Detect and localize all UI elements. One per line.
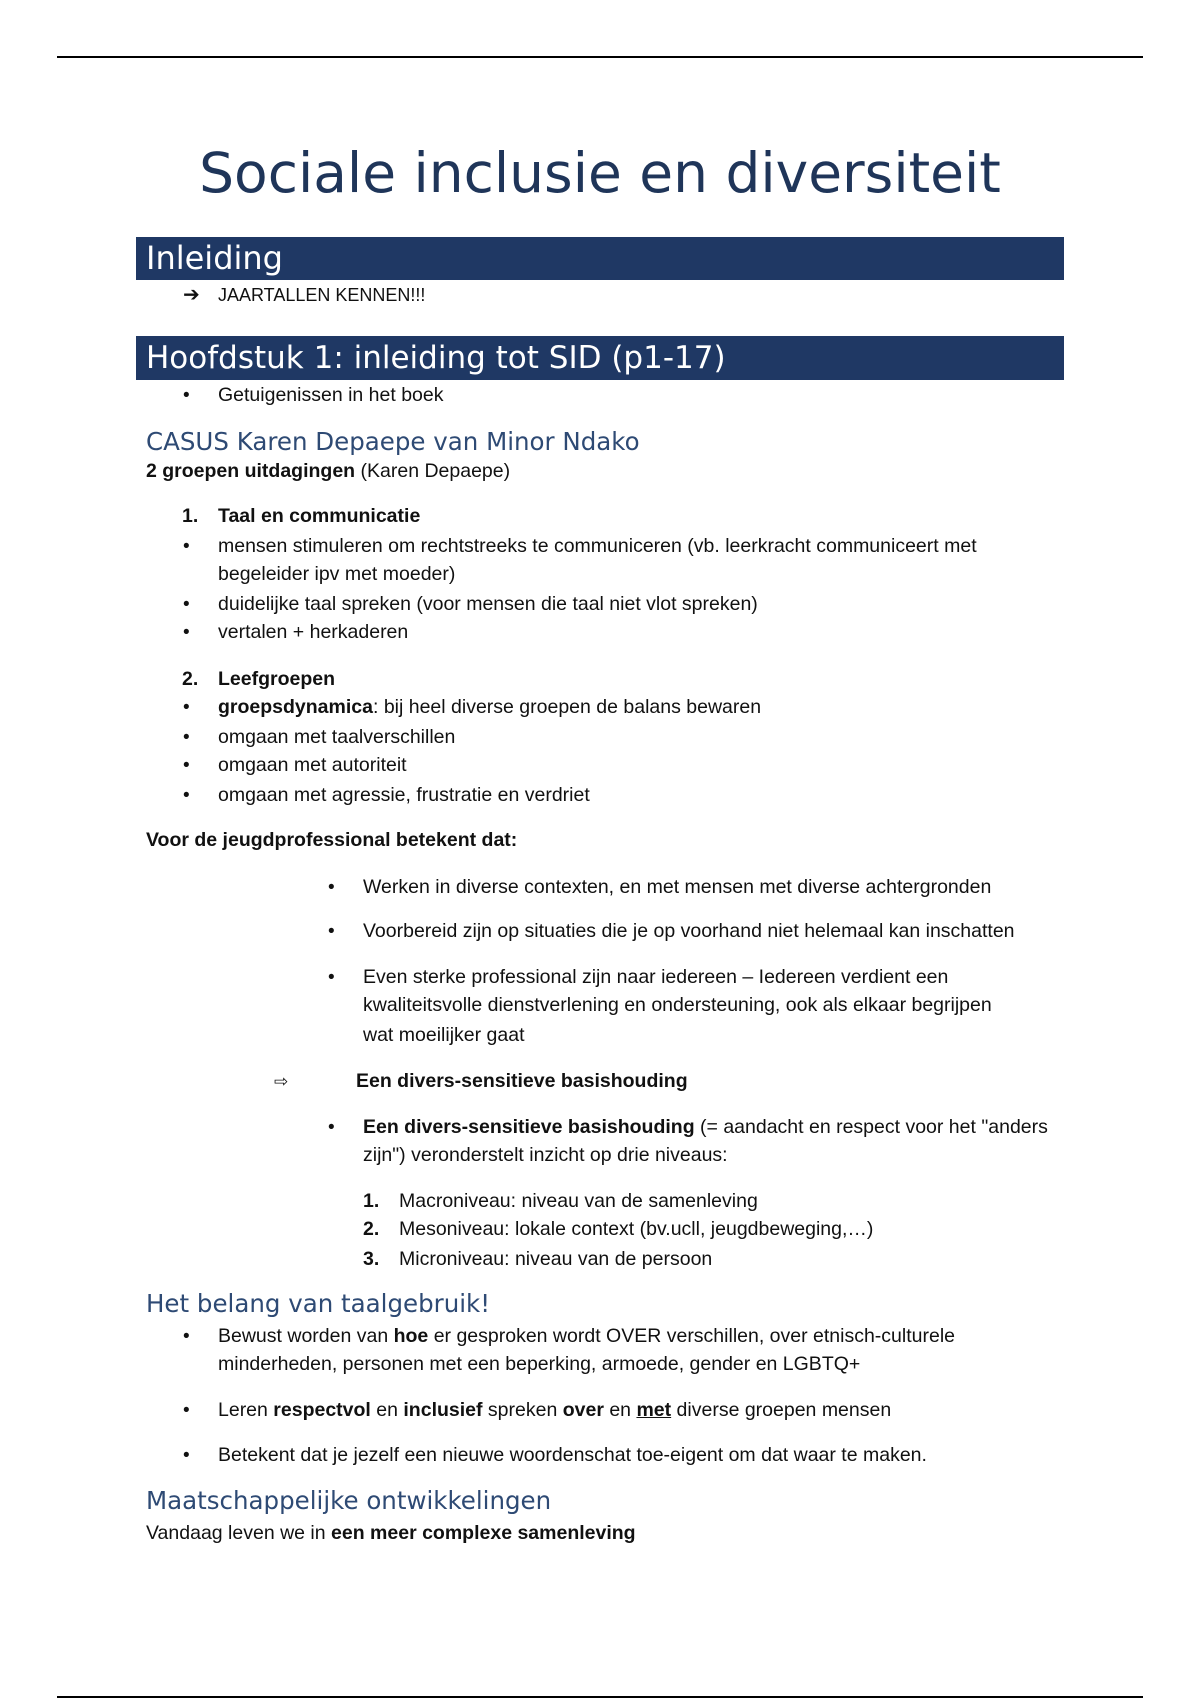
group2-item: omgaan met agressie, frustratie en verdriet [218,784,590,806]
level-number: 1. [363,1190,380,1212]
bullet-icon: • [183,697,190,718]
group2-item: omgaan met autoriteit [218,754,407,776]
level-number: 2. [363,1218,380,1240]
bullet-icon: • [183,1326,190,1347]
maatschappij-text: Vandaag leven we in een meer complexe samenleving [146,1522,636,1544]
jeugd-item: Werken in diverse contexten, en met mensen met diverse achtergronden [363,876,992,898]
bullet-icon: • [328,877,335,898]
level-item: Macroniveau: niveau van de samenleving [399,1190,758,1212]
jeugd-heading: Voor de jeugdprofessional betekent dat: [146,829,518,851]
jeugd-item: Even sterke professional zijn naar iedereen – Iedereen verdient een [363,966,949,988]
bullet-icon: • [183,727,190,748]
group2-number: 2. [182,668,199,690]
jeugd-arrow-item: Een divers-sensitieve basishouding [356,1070,688,1092]
chapter1-bullet: Getuigenissen in het boek [218,384,444,406]
bullet-icon: • [328,1117,335,1138]
taal-item-2: Leren respectvol en inclusief spreken over en met diverse groepen mensen [218,1399,892,1421]
outline-arrow-icon: ⇨ [274,1072,289,1091]
taal-item-1-line2: minderheden, personen met een beperking, armoede, gender en LGBTQ+ [218,1353,861,1375]
bullet-icon: • [183,536,190,557]
bullet-icon: • [183,1445,190,1466]
heading-maatschappij: Maatschappelijke ontwikkelingen [146,1486,552,1515]
basis-line: Een divers-sensitieve basishouding (= aandacht en respect voor het "anders [363,1116,1048,1138]
document-title: Sociale inclusie en diversiteit [199,141,1001,205]
heading-taalgebruik: Het belang van taalgebruik! [146,1289,491,1318]
bullet-icon: • [183,785,190,806]
group1-item: begeleider ipv met moeder) [218,563,456,585]
heading-inleiding: Inleiding [136,237,1064,280]
bottom-rule [57,1696,1143,1698]
note-jaartallen: JAARTALLEN KENNEN!!! [218,285,426,305]
bullet-icon: • [183,622,190,643]
casus-intro: 2 groepen uitdagingen (Karen Depaepe) [146,460,511,482]
group1-item: duidelijke taal spreken (voor mensen die taal niet vlot spreken) [218,593,758,615]
bullet-icon: • [183,385,190,406]
taal-item-3: Betekent dat je jezelf een nieuwe woordenschat toe-eigent om dat waar te maken. [218,1444,927,1466]
group2-item: groepsdynamica: bij heel diverse groepen de balans bewaren [218,696,762,718]
jeugd-item: Voorbereid zijn op situaties die je op voorhand niet helemaal kan inschatten [363,920,1015,942]
bullet-icon: • [328,967,335,988]
bullet-icon: • [183,594,190,615]
heading-casus: CASUS Karen Depaepe van Minor Ndako [146,427,640,456]
bullet-icon: • [183,755,190,776]
top-rule [57,56,1143,58]
taal-item-1: Bewust worden van hoe er gesproken wordt OVER verschillen, over etnisch-culturele [218,1325,956,1347]
arrow-icon: ➔ [183,284,200,306]
group1-title: Taal en communicatie [218,505,421,527]
bullet-icon: • [183,1400,190,1421]
level-item: Microniveau: niveau van de persoon [399,1248,713,1270]
heading-chapter-1: Hoofdstuk 1: inleiding tot SID (p1-17) [136,336,1064,380]
level-item: Mesoniveau: lokale context (bv.ucll, jeugdbeweging,…) [399,1218,874,1240]
group1-item: mensen stimuleren om rechtstreeks te communiceren (vb. leerkracht communiceert met [218,535,977,557]
jeugd-item: kwaliteitsvolle dienstverlening en ondersteuning, ook als elkaar begrijpen [363,994,992,1016]
level-number: 3. [363,1248,380,1270]
group1-number: 1. [182,505,199,527]
group2-title: Leefgroepen [218,668,336,690]
group1-item: vertalen + herkaderen [218,621,409,643]
group2-item: omgaan met taalverschillen [218,726,456,748]
basis-line-2: zijn") veronderstelt inzicht op drie niveaus: [363,1144,728,1166]
bullet-icon: • [328,921,335,942]
jeugd-item: wat moeilijker gaat [363,1024,525,1046]
